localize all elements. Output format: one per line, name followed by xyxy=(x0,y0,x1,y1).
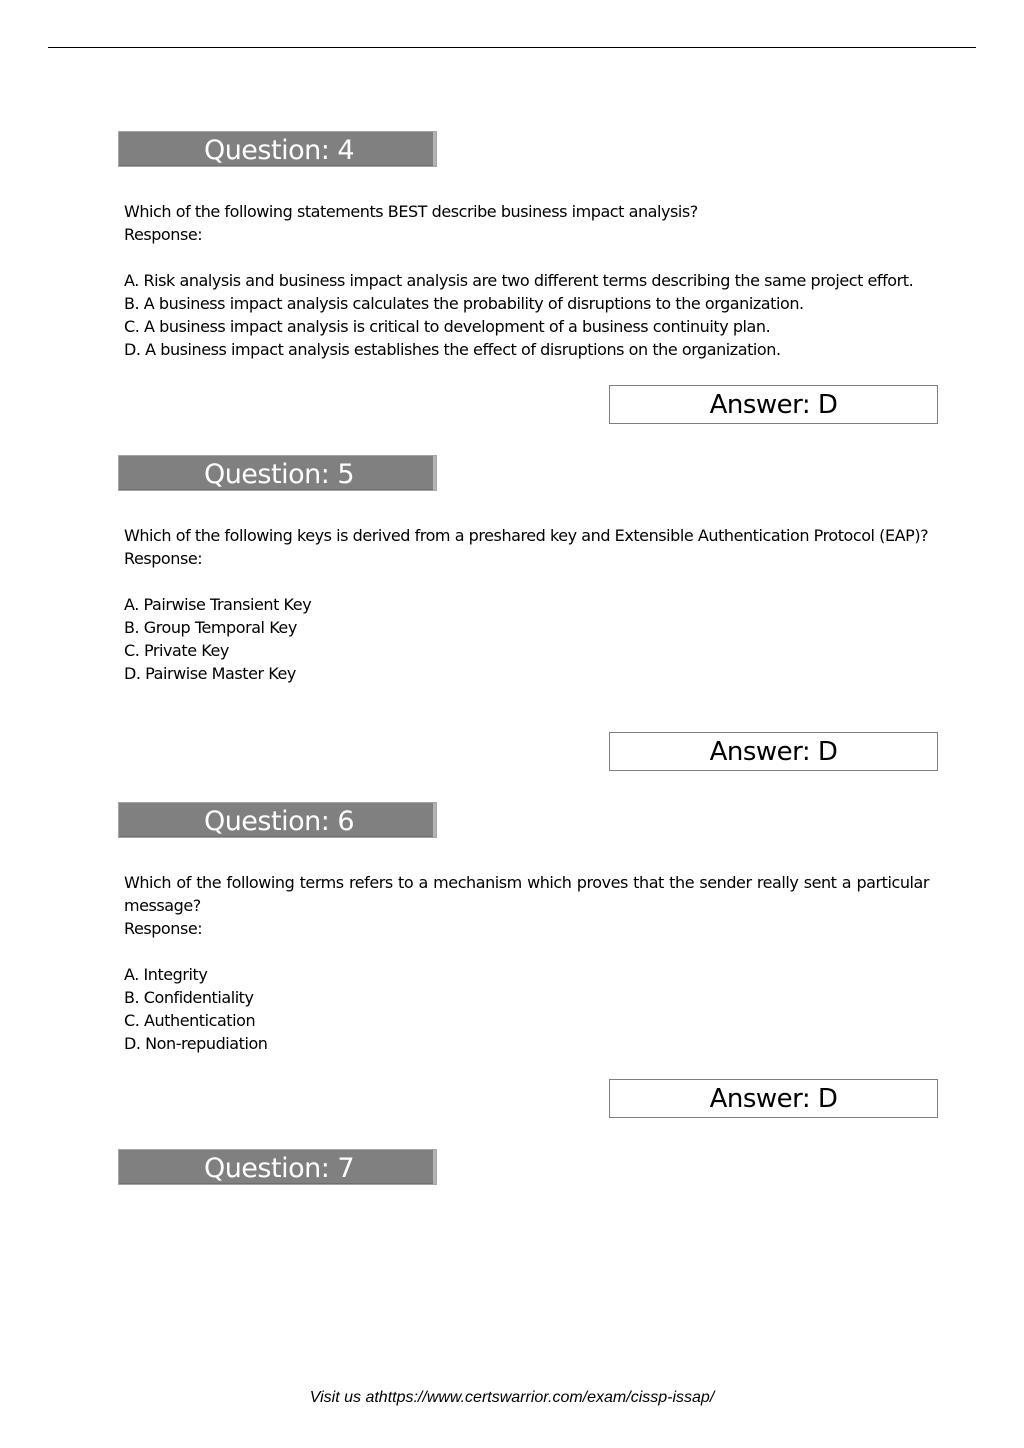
question-5-body xyxy=(124,524,929,685)
question-4-body xyxy=(124,200,929,361)
question-4-title: Question: 4 xyxy=(203,135,355,166)
question-4-response-label: Response: xyxy=(124,225,203,244)
question-5-option-a: A. Pairwise Transient Key xyxy=(124,595,312,614)
footer-link-text[interactable]: Visit us athttps://www.certswarrior.com/exam/cissp-issap/ xyxy=(309,1389,715,1406)
question-6-body xyxy=(124,871,929,1055)
question-4-option-a: A. Risk analysis and business impact analysis are two different terms describing the same project effort. xyxy=(124,271,914,290)
question-6-answer-box xyxy=(609,1079,938,1118)
question-5-answer: Answer: D xyxy=(709,737,838,767)
question-5-option-b: B. Group Temporal Key xyxy=(124,618,297,637)
question-4-answer-box xyxy=(609,385,938,424)
question-6-option-a: A. Integrity xyxy=(124,965,208,984)
question-4-option-d: D. A business impact analysis establishes the effect of disruptions on the organization. xyxy=(124,340,781,359)
question-5-header xyxy=(118,455,437,491)
question-5-answer-box xyxy=(609,732,938,771)
question-6-title: Question: 6 xyxy=(203,806,355,837)
question-4-header xyxy=(118,131,437,167)
question-6-text: Which of the following terms refers to a mechanism which proves that the sender really sent a particular message? xyxy=(124,873,929,915)
question-5-response-label: Response: xyxy=(124,549,203,568)
question-6-response-label: Response: xyxy=(124,919,203,938)
question-7-header xyxy=(118,1149,437,1185)
question-5-option-c: C. Private Key xyxy=(124,641,229,660)
question-6-option-c: C. Authentication xyxy=(124,1011,256,1030)
question-6-header xyxy=(118,802,437,838)
question-6-option-d: D. Non-repudiation xyxy=(124,1034,268,1053)
question-6-option-b: B. Confidentiality xyxy=(124,988,254,1007)
question-7-title: Question: 7 xyxy=(203,1153,355,1184)
top-rule xyxy=(48,47,976,48)
question-4-option-c: C. A business impact analysis is critical to development of a business continuity plan. xyxy=(124,317,771,336)
question-4-text: Which of the following statements BEST describe business impact analysis? xyxy=(124,202,698,221)
question-4-answer: Answer: D xyxy=(709,390,838,420)
question-5-title: Question: 5 xyxy=(203,459,355,490)
question-5-option-d: D. Pairwise Master Key xyxy=(124,664,296,683)
question-4-option-b: B. A business impact analysis calculates the probability of disruptions to the organization. xyxy=(124,294,804,313)
question-6-answer: Answer: D xyxy=(709,1084,838,1114)
question-5-text: Which of the following keys is derived from a preshared key and Extensible Authentication Protocol (EAP)? xyxy=(124,526,929,545)
